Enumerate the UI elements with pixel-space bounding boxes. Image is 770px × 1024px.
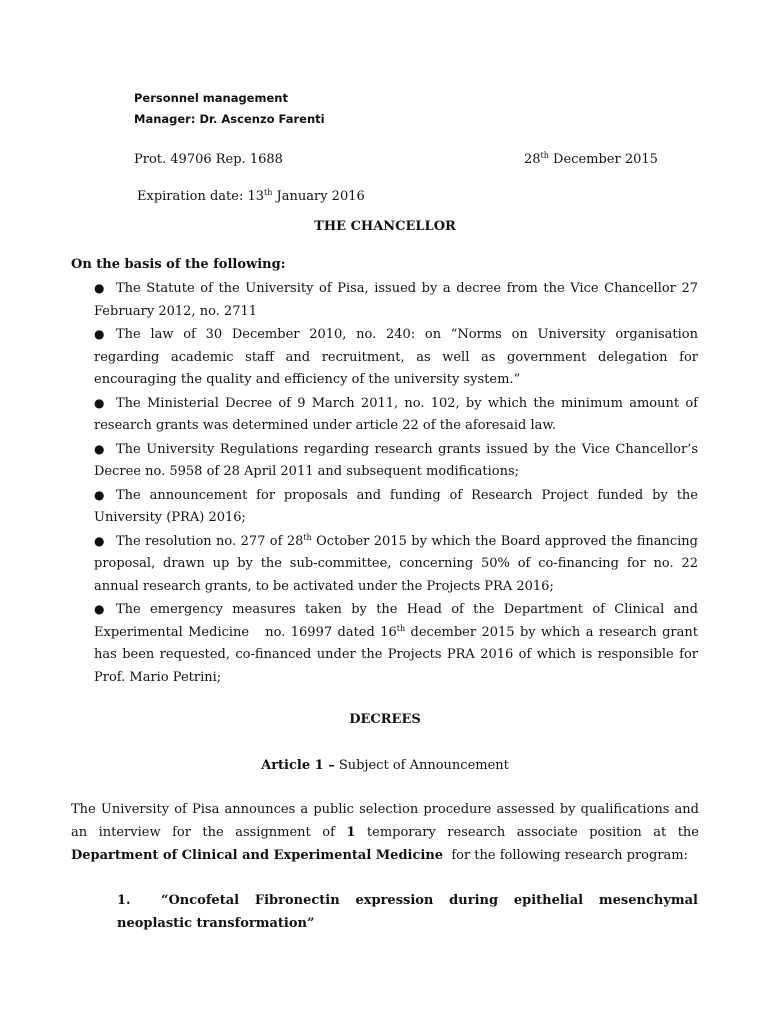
- protocol-number: Prot. 49706 Rep. 1688: [134, 152, 283, 167]
- article-heading: Article 1 – Subject of Announcement: [261, 758, 509, 773]
- list-item: ● The law of 30 December 2010, no. 240: on “Norms on University organisation regarding academic staff and recruitment, as well as government delegation for encouraging the quality and efficiency of the university system.”: [94, 323, 698, 392]
- list-item: ● The emergency measures taken by the Head of the Department of Clinical and Experimental Medicine no. 16997 dated 16th december 2015 by which a research grant has been requested, co-financed under the Projects PRA 2016 of which is responsible for Prof. Mario Petrini;: [94, 598, 698, 689]
- list-item: ● The announcement for proposals and funding of Research Project funded by the University (PRA) 2016;: [94, 484, 698, 530]
- document-title: THE CHANCELLOR: [314, 219, 456, 234]
- announcement-paragraph: The University of Pisa announces a public selection procedure assessed by qualifications and an interview for the assignment of 1 temporary research associate position at the Department of Clinical and Experimental Medicine for the following research program:: [71, 802, 699, 863]
- list-item: ● The Ministerial Decree of 9 March 2011, no. 102, by which the minimum amount of research grants was determined under article 22 of the aforesaid law.: [94, 392, 698, 438]
- list-item: ● The resolution no. 277 of 28th October 2015 by which the Board approved the financing proposal, drawn up by the sub-committee, concerning 50% of co-financing for no. 22 annual research grants, to be activated under the Projects PRA 2016;: [94, 530, 698, 599]
- research-program-item: 1. “Oncofetal Fibronectin expression during epithelial mesenchymal neoplastic transformation”: [117, 893, 698, 931]
- bullet-icon: ●: [94, 395, 105, 410]
- list-item: ● The University Regulations regarding research grants issued by the Vice Chancellor’s Decree no. 5958 of 28 April 2011 and subsequent modifications;: [94, 438, 698, 484]
- protocol-date: 28th December 2015: [524, 151, 658, 167]
- basis-list: [94, 277, 698, 689]
- bullet-icon: ●: [94, 281, 105, 295]
- bullet-icon: ●: [94, 533, 105, 548]
- bullet-icon: ●: [94, 327, 105, 341]
- bullet-icon: ●: [94, 602, 105, 616]
- bullet-icon: ●: [94, 441, 105, 456]
- manager-name: Manager: Dr. Ascenzo Farenti: [134, 112, 325, 126]
- basis-heading: On the basis of the following:: [71, 257, 286, 272]
- office-name: Personnel management: [134, 91, 288, 105]
- list-item: ● The Statute of the University of Pisa, issued by a decree from the Vice Chancellor 27 February 2012, no. 2711: [94, 277, 698, 323]
- expiration-date: Expiration date: 13th January 2016: [137, 188, 365, 204]
- decrees-heading: DECREES: [349, 712, 421, 727]
- bullet-icon: ●: [94, 487, 105, 502]
